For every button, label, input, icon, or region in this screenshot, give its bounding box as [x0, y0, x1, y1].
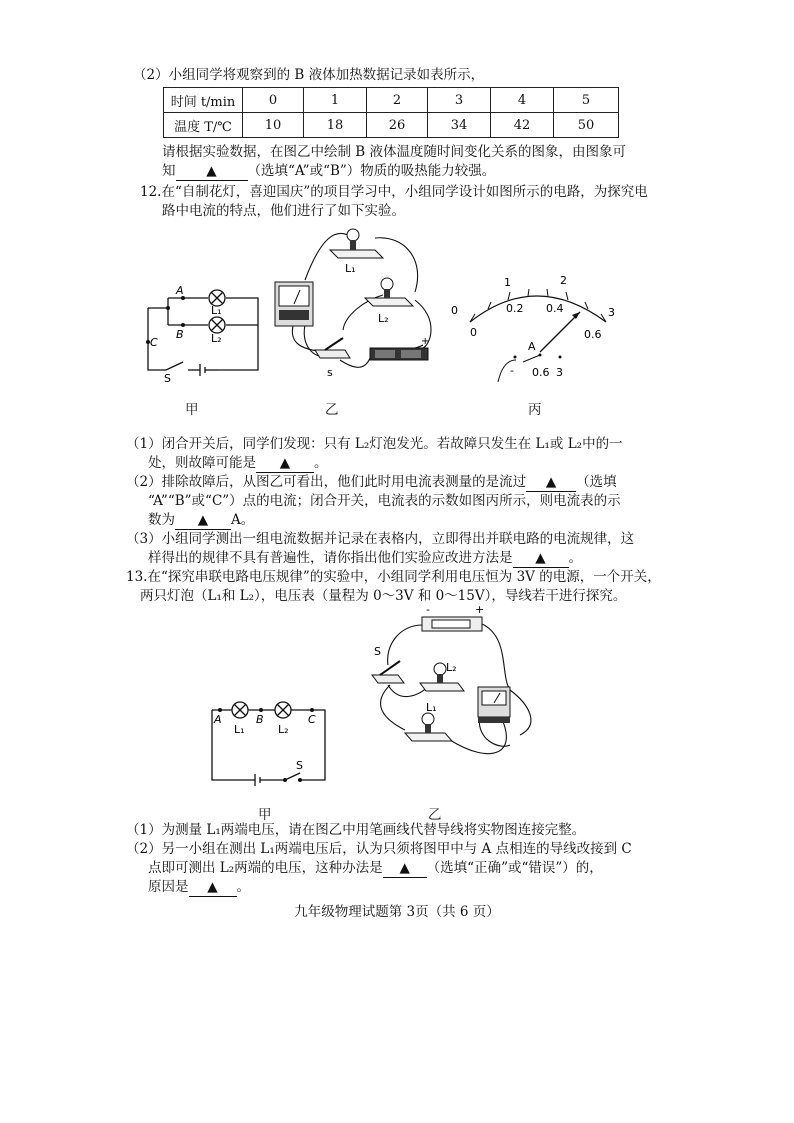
answer-blank[interactable]: ▲: [189, 878, 237, 897]
q12-p2-line3: [148, 511, 254, 530]
battery-plus: +: [475, 605, 485, 616]
table-cell: 10: [243, 113, 304, 138]
answer-blank[interactable]: ▲: [175, 511, 231, 530]
dial-needle: [540, 312, 580, 352]
dial-label-0-bottom: 0: [470, 326, 477, 339]
label-c: C: [150, 336, 158, 349]
battery-plus: +: [421, 336, 430, 347]
label-l1-yi: L₁: [426, 701, 437, 714]
figure-caption-jia: 甲: [185, 402, 199, 418]
ammeter-dial-bing: [448, 272, 623, 387]
label-l2-yi: L₂: [446, 661, 457, 674]
figure-caption-bing: 丙: [528, 402, 542, 418]
answer-blank[interactable]: ▲: [513, 549, 569, 568]
table-cell: 34: [428, 113, 491, 138]
q12-text: 。: [568, 550, 582, 566]
q12-line2: 路中电流的特点，他们进行了如下实验。: [162, 203, 405, 219]
figure-caption-jia-13: 甲: [258, 807, 272, 823]
label-l1-yi: L₁: [345, 262, 356, 275]
voltmeter-device: [478, 687, 510, 723]
label-s: S: [164, 372, 171, 385]
lamp-l1-board: [405, 713, 452, 741]
answer-blank[interactable]: ▲: [526, 473, 576, 492]
table-cell: 2: [367, 88, 428, 113]
q12-text: （选填: [576, 474, 617, 490]
dial-label-0-4: 0.4: [546, 302, 564, 315]
table-cell: 42: [491, 113, 554, 138]
q13-circuit-diagram-jia: [200, 695, 350, 795]
label-a: A: [214, 713, 222, 726]
figure-caption-yi: 乙: [325, 402, 339, 418]
label-a: A: [176, 284, 184, 297]
table-header-temp: 温度 T/℃: [164, 113, 243, 138]
table-cell: 18: [304, 113, 367, 138]
table-cell: 4: [491, 88, 554, 113]
q13-p2-line2: [148, 859, 603, 878]
answer-blank[interactable]: ▲: [383, 859, 427, 878]
q12-text: （2）排除故障后，从图乙可看出，他们此时用电流表测量的是流过: [126, 474, 527, 490]
q11-part2-line1: 请根据实验数据，在图乙中绘制 B 液体温度随时间变化关系的图象，由图象可: [162, 144, 627, 160]
battery-minus: -: [426, 605, 430, 616]
table-cell: 5: [554, 88, 619, 113]
switch-device: [315, 338, 350, 358]
label-l2: L₂: [211, 332, 222, 345]
label-s-yi: s: [327, 366, 333, 379]
table-cell: 50: [554, 113, 619, 138]
q12-text: 。: [314, 455, 328, 471]
q12-p1-line2: [148, 454, 328, 473]
terminal-3: 3: [556, 366, 563, 379]
label-l1: L₁: [234, 723, 245, 736]
q13-physical-setup-yi: [360, 605, 550, 795]
q12-p1-line1: （1）闭合开关后，同学们发现：只有 L₂灯泡发光。若故障只发生在 L₁或 L₂中的一: [126, 436, 623, 452]
q11-part2-line2: [162, 162, 495, 181]
dial-label-0-top: 0: [451, 304, 458, 317]
q13-text: 原因是: [148, 879, 189, 895]
q11-part2-intro: （2）小组同学将观察到的 B 液体加热数据记录如表所示，: [133, 67, 485, 83]
answer-blank[interactable]: ▲: [256, 454, 314, 473]
table-cell: 3: [428, 88, 491, 113]
q12-p3-line2: [148, 549, 582, 568]
q11-text: 知: [162, 163, 176, 179]
q12-circuit-diagram-jia: [138, 280, 268, 390]
q13-p1: （1）为测量 L₁两端电压，请在图乙中用笔画线代替导线将实物图连接完整。: [126, 822, 586, 838]
battery-holder: [422, 617, 482, 631]
q13-text: 点即可测出 L₂两端的电压，这种办法是: [148, 860, 383, 876]
dial-label-3: 3: [608, 306, 615, 319]
q12-line1: 12.在“自制花灯，喜迎国庆”的项目学习中，小组同学设计如图所示的电路，为探究电: [140, 184, 648, 200]
label-s: S: [296, 759, 303, 772]
q12-text: 数为: [148, 512, 175, 528]
page-footer: 九年级物理试题第 3页（共 6 页）: [294, 904, 500, 920]
label-s-yi: S: [374, 645, 381, 658]
label-c: C: [308, 713, 316, 726]
figure-caption-yi-13: 乙: [428, 807, 442, 823]
terminal-minus: -: [510, 364, 514, 377]
q13-p2-line1: （2）另一小组在测出 L₁两端电压后，认为只须将图甲中与 A 点相连的导线改接到 C: [126, 841, 632, 857]
q11-text: （选填“A”或“B”）物质的吸热能力较强。: [247, 163, 496, 179]
q13-text: （选填“正确”或“错误”）的，: [426, 860, 603, 876]
label-l2: L₂: [278, 723, 289, 736]
q12-text: 样得出的规律不具有普遍性，请你指出他们实验应改进方法是: [148, 550, 513, 566]
table-cell: 1: [304, 88, 367, 113]
label-b: B: [256, 713, 264, 726]
label-l2-yi: L₂: [378, 312, 389, 325]
q12-p3-line1: （3）小组同学测出一组电流数据并记录在表格内，立即得出并联电路的电流规律，这: [126, 531, 635, 547]
dial-label-0-2: 0.2: [506, 302, 524, 315]
label-l1: L₁: [211, 304, 222, 317]
lamp-l2-board: [365, 278, 413, 306]
ammeter-device: [275, 282, 313, 326]
q13-line1: 13.在“探究串联电路电压规律”的实验中，小组同学利用电压恒为 3V 的电源，一个开关，: [126, 569, 661, 585]
q12-p2-line2: “A”“B”或“C”）点的电流；闭合开关，电流表的示数如图丙所示，则电流表的示: [148, 493, 621, 509]
q12-p2-line1: [126, 473, 617, 492]
table-cell: 26: [367, 113, 428, 138]
q13-line2: 两只灯泡（L₁和 L₂），电压表（量程为 0～3V 和 0～15V），导线若干进行探究。: [140, 588, 627, 604]
dial-label-2: 2: [560, 274, 567, 287]
battery-pack: [370, 348, 428, 360]
table-row: [164, 113, 619, 138]
terminal-0-6: 0.6: [532, 366, 550, 379]
table-row: [164, 88, 619, 113]
table-cell: 0: [243, 88, 304, 113]
dial-label-0-6: 0.6: [584, 328, 602, 341]
q13-p2-line3: [148, 878, 250, 897]
label-b: B: [176, 328, 184, 341]
dial-unit: A: [528, 340, 536, 353]
q12-text: A。: [231, 512, 255, 528]
dial-label-1: 1: [504, 276, 511, 289]
q12-text: 处，则故障可能是: [148, 455, 256, 471]
lamp-l2-board: [420, 663, 464, 691]
heating-data-table: [163, 87, 619, 138]
answer-blank[interactable]: ▲: [176, 162, 248, 181]
table-header-time: 时间 t/min: [164, 88, 243, 113]
q12-physical-setup-yi: [265, 220, 445, 385]
q13-text: 。: [236, 879, 250, 895]
